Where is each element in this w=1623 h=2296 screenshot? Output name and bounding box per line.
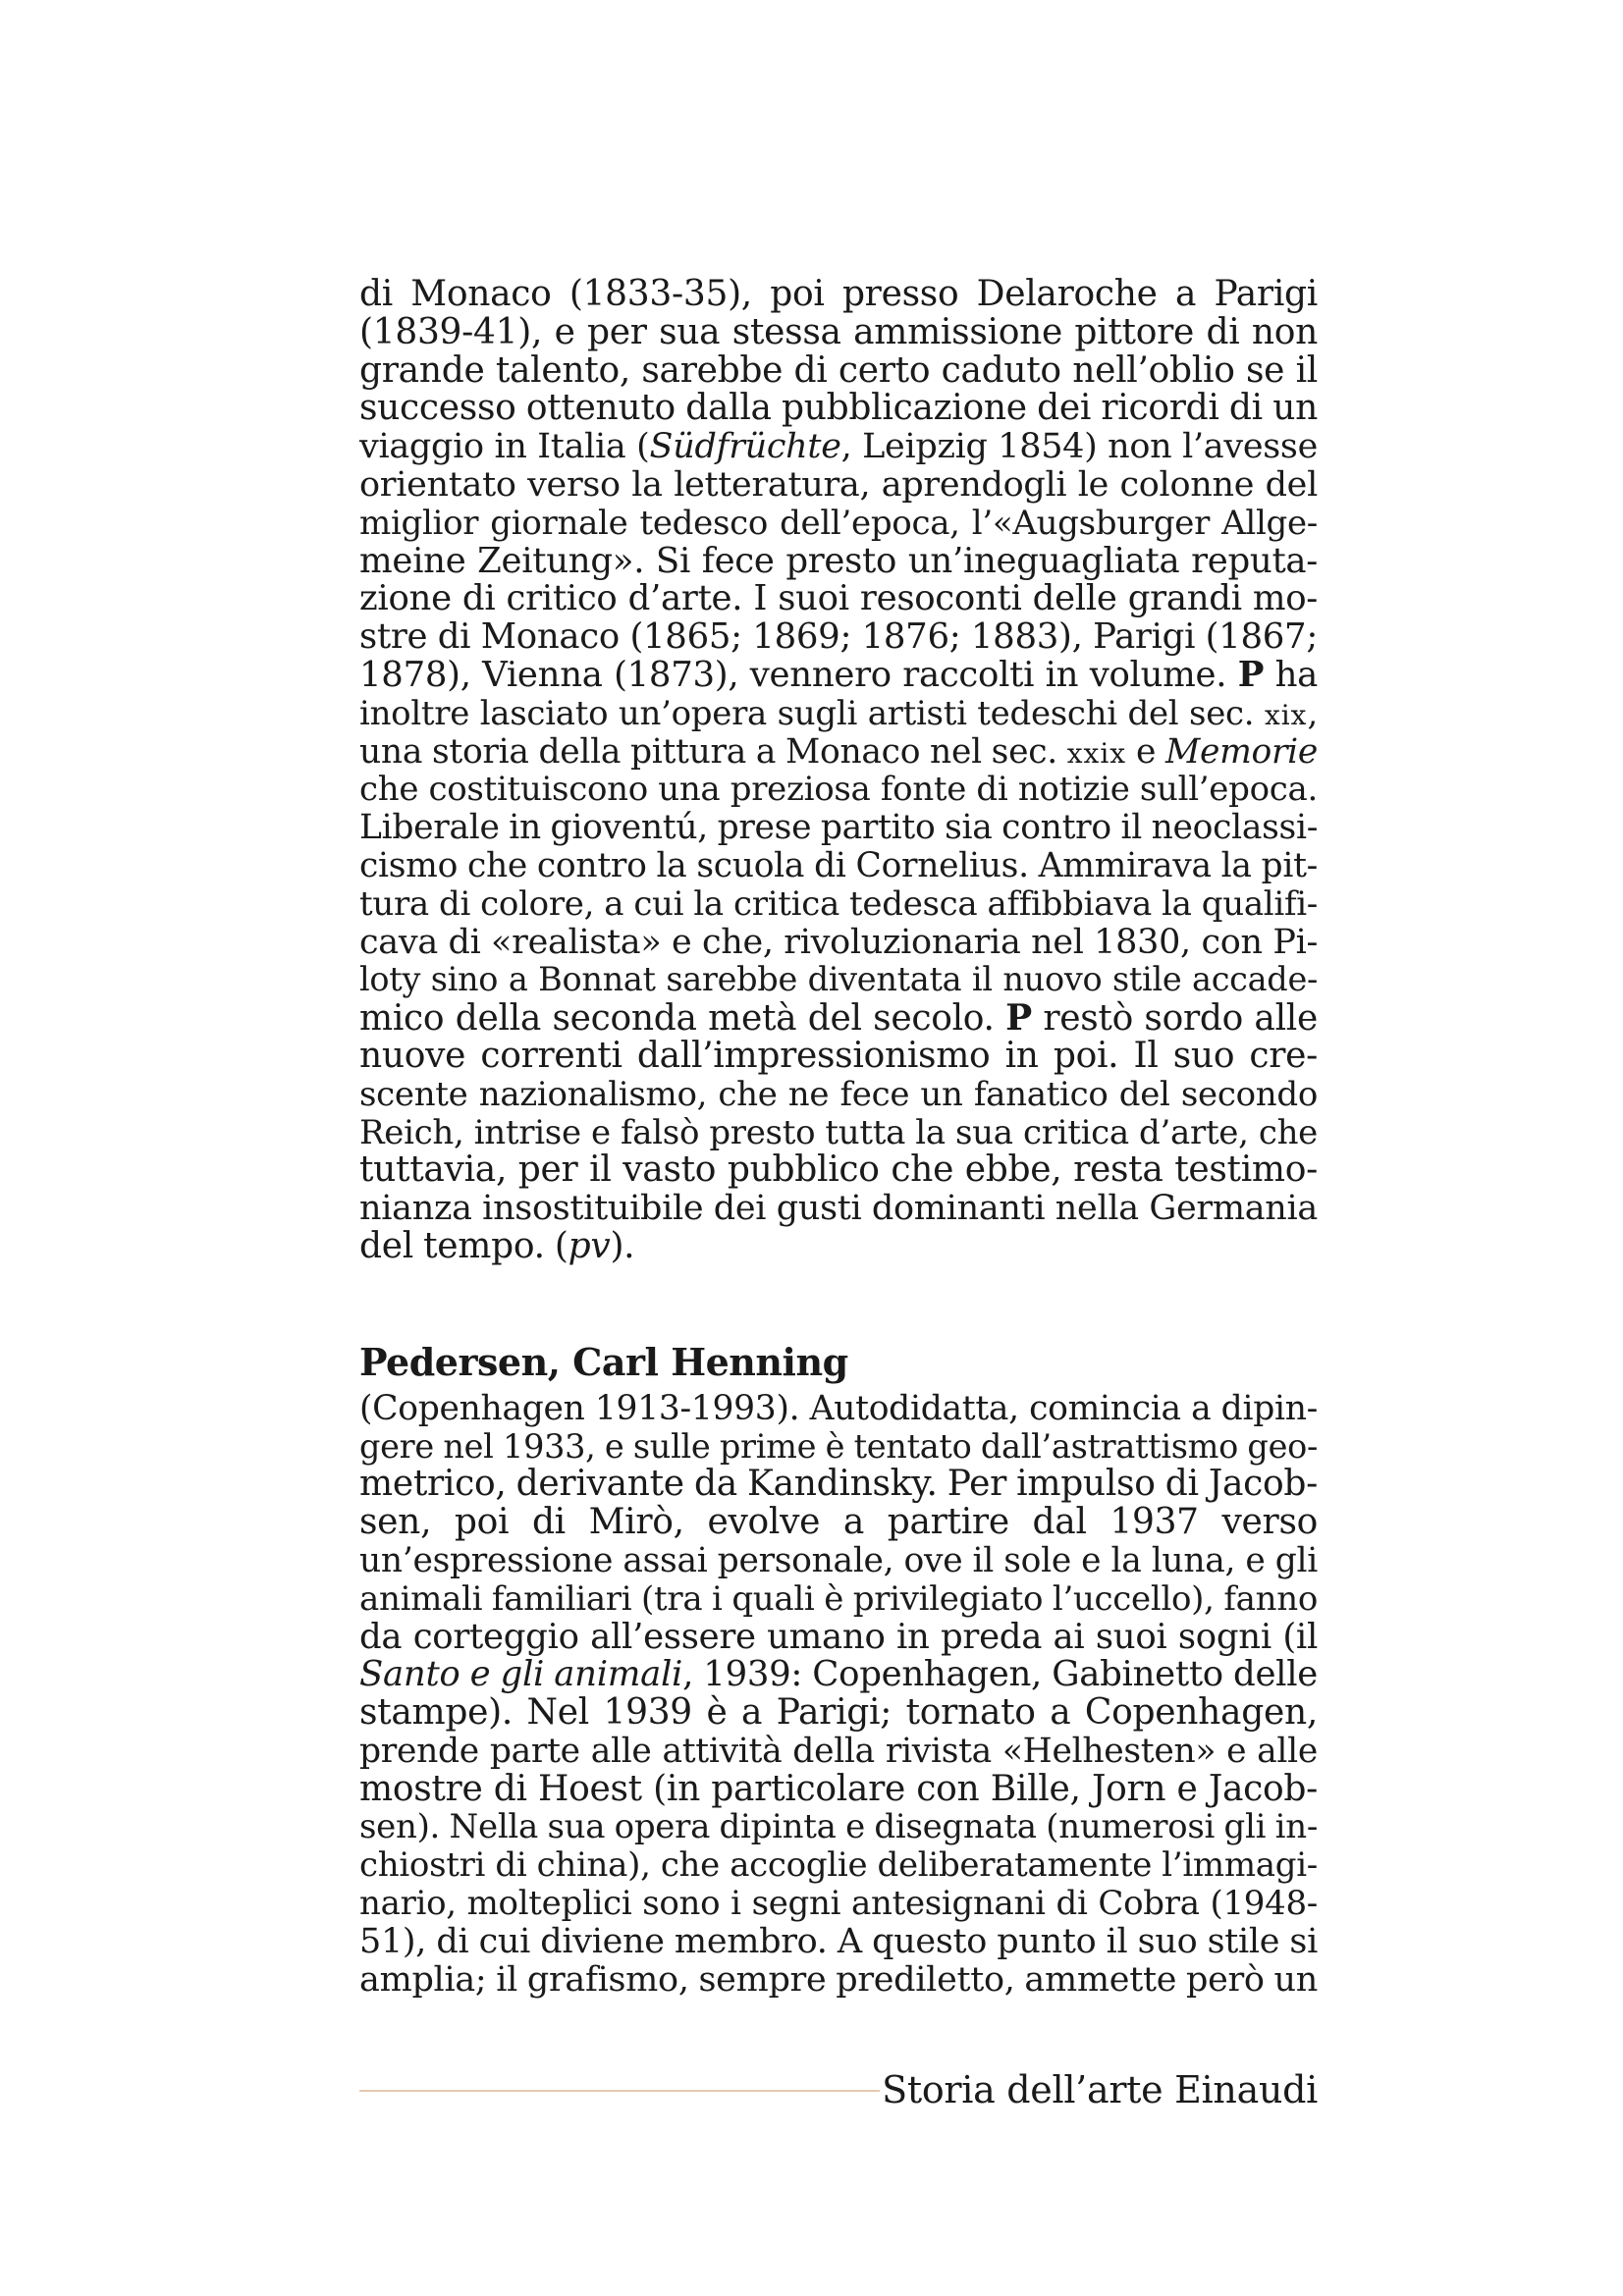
text-line: animali familiari (tra i quali è privilegiato l’uccello), fanno bbox=[359, 1578, 1318, 1619]
italic-title: Südfrüchte bbox=[649, 427, 841, 467]
text-line: orientato verso la letteratura, aprendogli le colonne del bbox=[359, 464, 1318, 505]
text-line: nario, molteplici sono i segni antesignani di Cobra (1948- bbox=[359, 1884, 1318, 1924]
text-line: (Copenhagen 1913-1993). Autodidatta, comincia a dipin- bbox=[359, 1388, 1318, 1428]
text-line: 51), di cui diviene membro. A questo punto il suo stile si bbox=[359, 1921, 1318, 1961]
text-line: grande talento, sarebbe di certo caduto nell’oblio se il bbox=[359, 349, 1318, 391]
text-line: mico della seconda metà del secolo. P restò sordo alle bbox=[359, 997, 1319, 1040]
text-line: tura di colore, a cui la critica tedesca affibbiava la qualifi- bbox=[359, 883, 1318, 924]
text-line: Reich, intrise e falsò presto tutta la sua critica d’arte, che bbox=[359, 1112, 1318, 1152]
entry-continuation bbox=[359, 276, 1318, 1266]
footer-rule bbox=[359, 2090, 880, 2092]
text-line: amplia; il grafismo, sempre prediletto, ammette però un bbox=[359, 1959, 1318, 2000]
text-line: sen, poi di Mirò, evolve a partire dal 1937 verso bbox=[359, 1502, 1318, 1543]
entry-separator bbox=[359, 1266, 1318, 1341]
text-column bbox=[359, 276, 1318, 1999]
text-line: meine Zeitung». Si fece presto un’ineguagliata reputa- bbox=[359, 540, 1318, 581]
text-line: scente nazionalismo, che ne fece un fanatico del secondo bbox=[359, 1074, 1318, 1114]
text-line: che costituiscono una preziosa fonte di notizie sull’epoca. bbox=[359, 770, 1318, 810]
footer-title: Storia dell’arte Einaudi bbox=[882, 2068, 1318, 2111]
text-line: da corteggio all’essere umano in preda ai suoi sogni (il bbox=[359, 1616, 1318, 1657]
text-line: tuttavia, per il vasto pubblico che ebbe, resta testimo- bbox=[359, 1149, 1318, 1191]
text-line: Liberale in gioventú, prese partito sia contro il neoclassi- bbox=[359, 808, 1319, 848]
text-line: un’espressione assai personale, ove il sole e la luna, e gli bbox=[359, 1540, 1318, 1580]
text-line: una storia della pittura a Monaco nel sec. xxix e Memorie bbox=[359, 731, 1319, 772]
text-line: chiostri di china), che accoglie deliberatamente l’immagi- bbox=[359, 1845, 1318, 1886]
roman-numeral: xxix bbox=[1066, 736, 1127, 770]
roman-numeral: xix bbox=[1264, 698, 1308, 731]
text-line: stampe). Nel 1939 è a Parigi; tornato a Copenhagen, bbox=[359, 1692, 1318, 1734]
bold-initial: P bbox=[1237, 654, 1265, 695]
text-line: viaggio in Italia (Südfrüchte, Leipzig 1854) non l’avesse bbox=[359, 427, 1318, 467]
text-line: inoltre lasciato un’opera sugli artisti tedeschi del sec. xix, bbox=[359, 693, 1318, 733]
text-line: gere nel 1933, e sulle prime è tentato dall’astrattismo geo- bbox=[359, 1426, 1318, 1466]
text-line: nuove correnti dall’impressionismo in poi. Il suo cre- bbox=[359, 1035, 1318, 1076]
text-line: prende parte alle attività della rivista «Helhesten» e alle bbox=[359, 1731, 1318, 1771]
text-line: (1839-41), e per sua stessa ammissione pittore di non bbox=[359, 311, 1318, 352]
text-line: stre di Monaco (1865; 1869; 1876; 1883), Parigi (1867; bbox=[359, 616, 1318, 658]
text-line: loty sino a Bonnat sarebbe diventata il nuovo stile accade- bbox=[359, 960, 1318, 999]
text-line: Santo e gli animali, 1939: Copenhagen, Gabinetto delle bbox=[359, 1654, 1319, 1695]
italic-title: Memorie bbox=[1164, 731, 1319, 772]
entry-pedersen bbox=[359, 1341, 1318, 2000]
text-line: 1878), Vienna (1873), vennero raccolti in volume. P ha bbox=[359, 654, 1318, 695]
bold-initial: P bbox=[1005, 997, 1032, 1040]
text-line: miglior giornale tedesco dell’epoca, l’«Augsburger Allge- bbox=[359, 503, 1318, 543]
text-line: successo ottenuto dalla pubblicazione dei ricordi di un bbox=[359, 388, 1318, 429]
text-line: del tempo. (pv). bbox=[359, 1225, 635, 1266]
italic-title: Santo e gli animali bbox=[359, 1654, 683, 1695]
text-line: cava di «realista» e che, rivoluzionaria nel 1830, con Pi- bbox=[359, 922, 1318, 962]
text-line: cismo che contro la scuola di Cornelius. Ammirava la pit- bbox=[359, 845, 1318, 885]
entry-heading: Pedersen, Carl Henning bbox=[359, 1339, 848, 1384]
text-line: zione di critico d’arte. I suoi resoconti delle grandi mo- bbox=[359, 578, 1318, 619]
text-line: nianza insostituibile dei gusti dominanti nella Germania bbox=[359, 1189, 1318, 1229]
text-line: metrico, derivante da Kandinsky. Per impulso di Jacob- bbox=[359, 1464, 1318, 1505]
page-footer bbox=[359, 2066, 1318, 2115]
text-line: mostre di Hoest (in particolare con Bille, Jorn e Jacob- bbox=[359, 1768, 1318, 1809]
author-initials: pv bbox=[568, 1225, 611, 1266]
text-line: di Monaco (1833-35), poi presso Delaroche a Parigi bbox=[359, 274, 1318, 314]
text-line: sen). Nella sua opera dipinta e disegnata (numerosi gli in- bbox=[359, 1807, 1319, 1847]
